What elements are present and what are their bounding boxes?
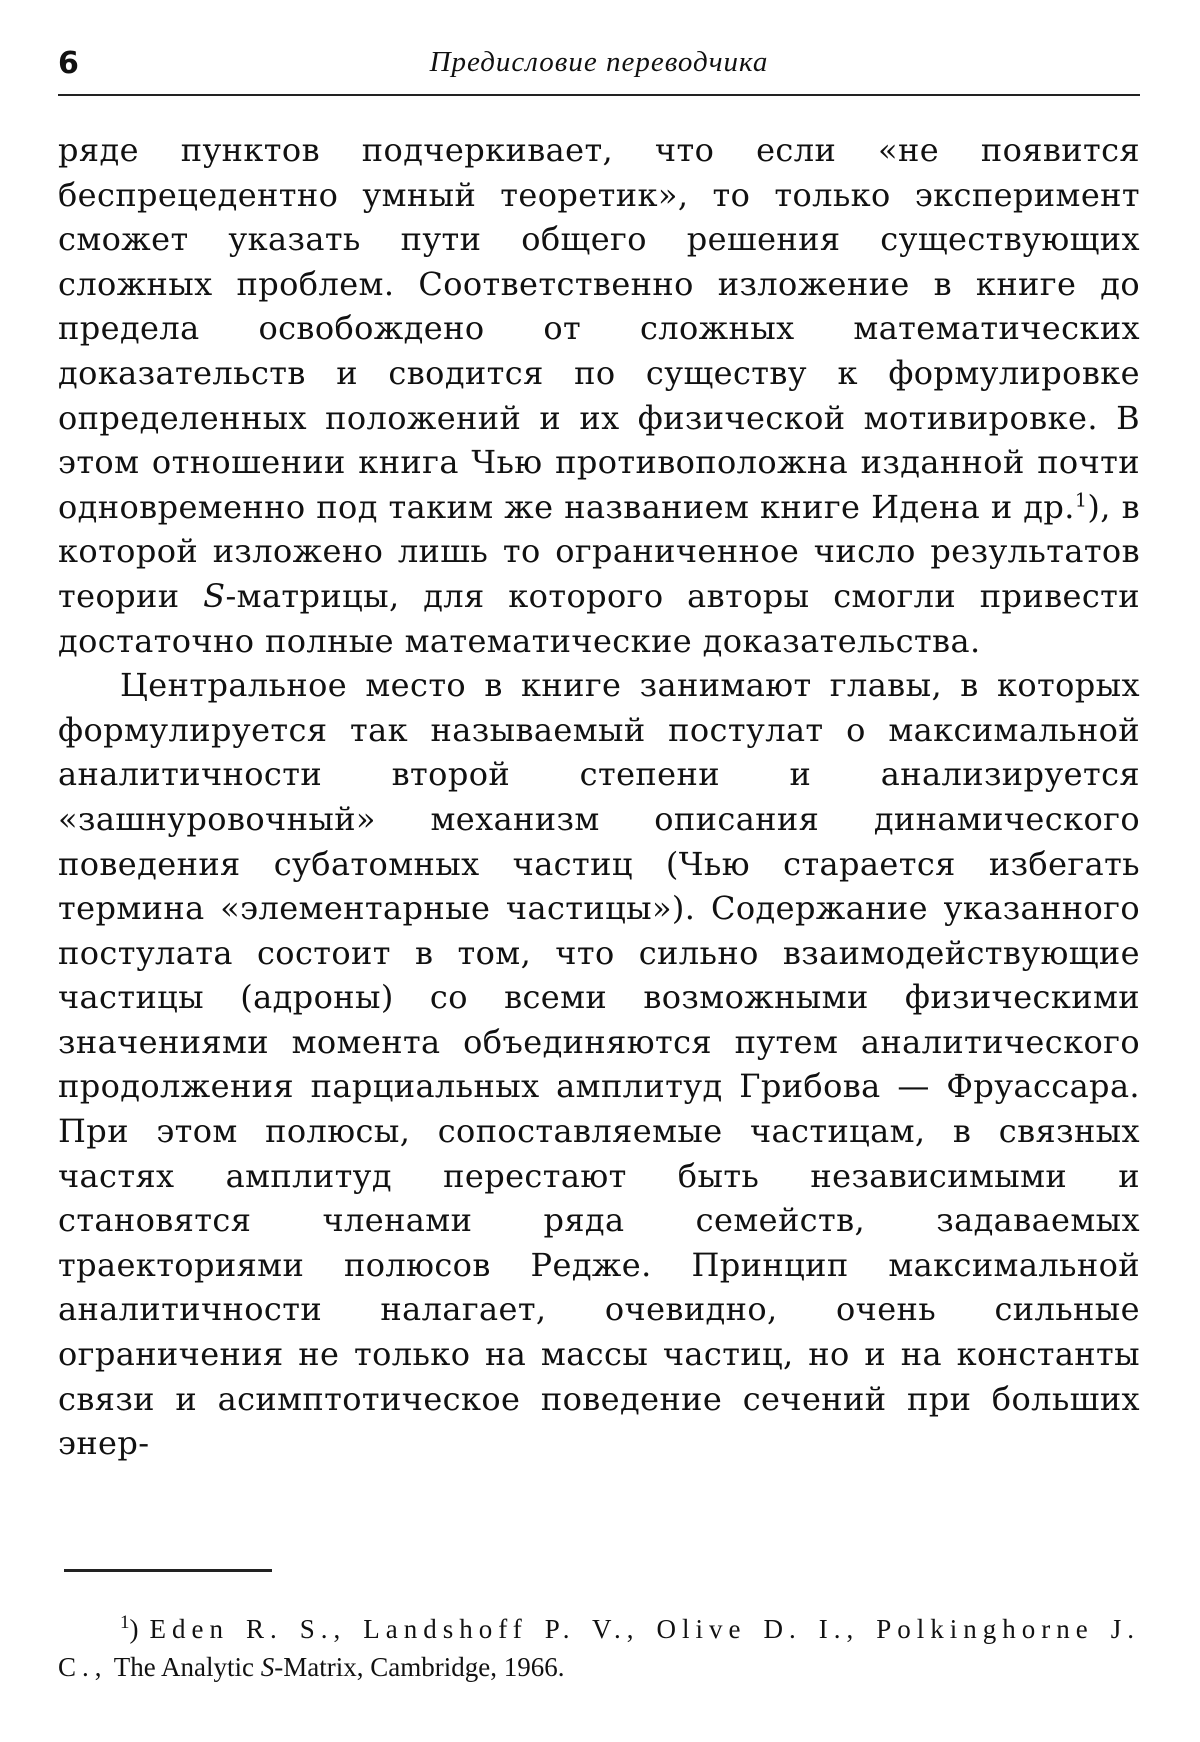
body-text [58, 128, 1140, 1466]
footnote-mark: 1 [120, 1612, 130, 1633]
header-rule [58, 94, 1140, 96]
footnote [58, 1610, 1140, 1686]
page-header [58, 44, 1140, 84]
paragraph-1 [58, 128, 1140, 663]
page-number: 6 [58, 46, 79, 81]
running-title: Предисловие переводчика [429, 46, 769, 78]
footnote-rule [64, 1569, 272, 1572]
footnote-authors: Eden R. S., Landshoff P. V., Olive D. I., Polkinghorne J. C., [58, 1614, 1140, 1682]
s-matrix-letter: S [203, 576, 226, 615]
footnote-reference: 1 [1074, 489, 1088, 512]
paragraph-1-close: ), в которой изложено лишь то ограниченное число результатов теории [58, 487, 1140, 615]
footnote-title-pre: The Analytic [113, 1652, 261, 1682]
paragraph-1-text: ряде пунктов подчеркивает, что если «не появится беспрецедентно умный теоретик», то только эксперимент сможет указать пути общего решения существующих сложных проблем. Соответственно изложение в книге до предела освобождено от сложных математических доказательств и сводится по существу к формулировке определенных положений и их физической мотивировке. В этом отношении книга Чью противоположна изданной почти одновременно под таким же названием книге Идена и др. [58, 131, 1140, 526]
paragraph-2: Центральное место в книге занимают главы, в которых формулируется так называемый постулат о максимальной аналитичности второй степени и анализируется «зашнуровочный» механизм описания динамического поведения субатомных частиц (Чью старается избегать термина «элементарные частицы»). Содержание указанного постулата состоит в том, что сильно взаимодействующие частицы (адроны) со всеми возможными физическими значениями момента объединяются путем аналитического продолжения парциальных амплитуд Грибова — Фруассара. При этом полюсы, сопоставляемые частицам, в связных частях амплитуд перестают быть независимыми и становятся членами ряда семейств, задаваемых траекториями полюсов Редже. Принцип максимальной аналитичности налагает, очевидно, очень сильные ограничения не только на массы частиц, но и на константы связи и асимптотическое поведение сечений при больших энер- [58, 666, 1140, 1463]
paragraph-1-tail: -матрицы, для которого авторы смогли привести достаточно полные математические доказательства. [58, 576, 1140, 660]
footnote-mark-close: ) [129, 1614, 139, 1644]
footnote-title-s: S [260, 1652, 275, 1682]
footnote-title-post: -Matrix, Cambridge, 1966. [274, 1652, 565, 1682]
